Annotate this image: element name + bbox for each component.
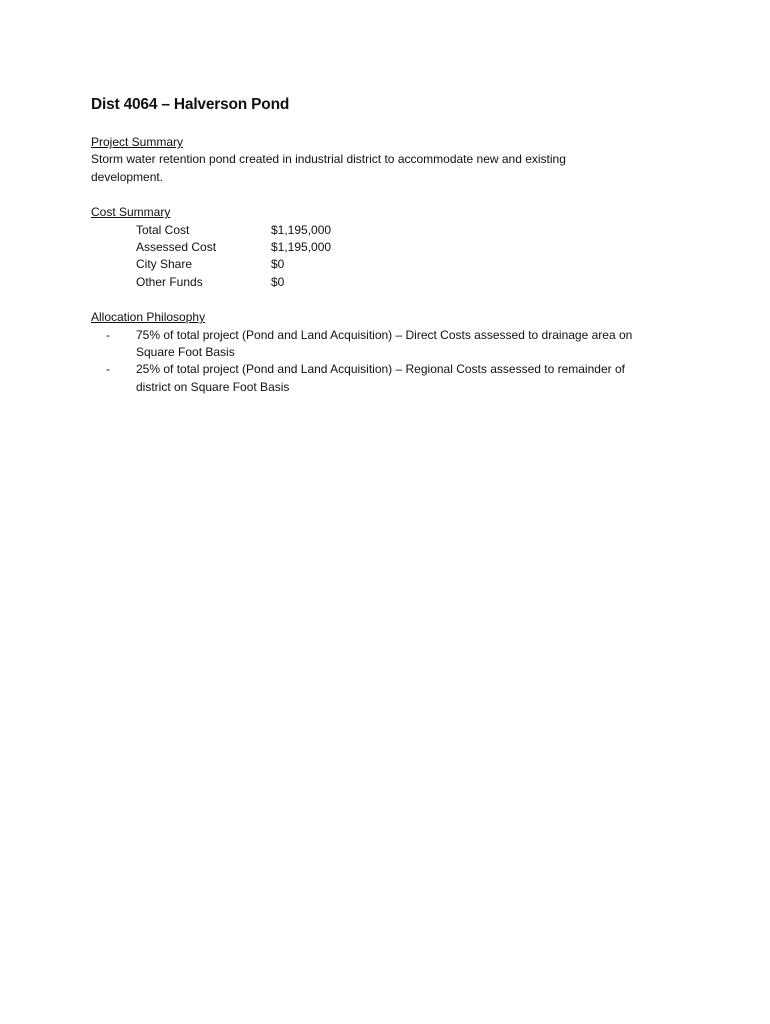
bullet-text: 75% of total project (Pond and Land Acquisition) – Direct Costs assessed to drainage area on Square Foot Basis [136,327,633,359]
cost-label: Other Funds [136,274,203,289]
allocation-philosophy-heading: Allocation Philosophy [91,310,206,325]
list-item [91,327,691,362]
document-page [91,94,691,396]
cost-label: City Share [136,257,193,272]
cost-summary-heading: Cost Summary [91,205,171,220]
project-summary-section [91,134,691,186]
cost-value: $1,195,000 [271,222,332,237]
cost-row-assessed-cost [136,239,691,256]
project-summary-text: Storm water retention pond created in industrial district to accommodate new and existing development. [91,152,566,184]
list-item [91,361,691,396]
cost-label: Total Cost [136,222,190,237]
document-title: Dist 4064 – Halverson Pond [91,96,290,113]
allocation-bullet-list [91,327,691,397]
allocation-philosophy-section [91,309,691,396]
cost-summary-section [91,204,691,291]
cost-row-total-cost [136,222,691,239]
cost-summary-table [136,222,691,292]
cost-value: $1,195,000 [271,240,332,255]
cost-row-city-share [136,256,691,273]
bullet-dash: - [106,327,110,342]
cost-row-other-funds [136,274,691,291]
cost-value: $0 [271,274,285,289]
cost-label: Assessed Cost [136,240,217,255]
cost-value: $0 [271,257,285,272]
bullet-dash: - [106,362,110,377]
bullet-text: 25% of total project (Pond and Land Acquisition) – Regional Costs assessed to remainder of district on Square Foot Basis [136,362,625,394]
project-summary-heading: Project Summary [91,135,184,149]
